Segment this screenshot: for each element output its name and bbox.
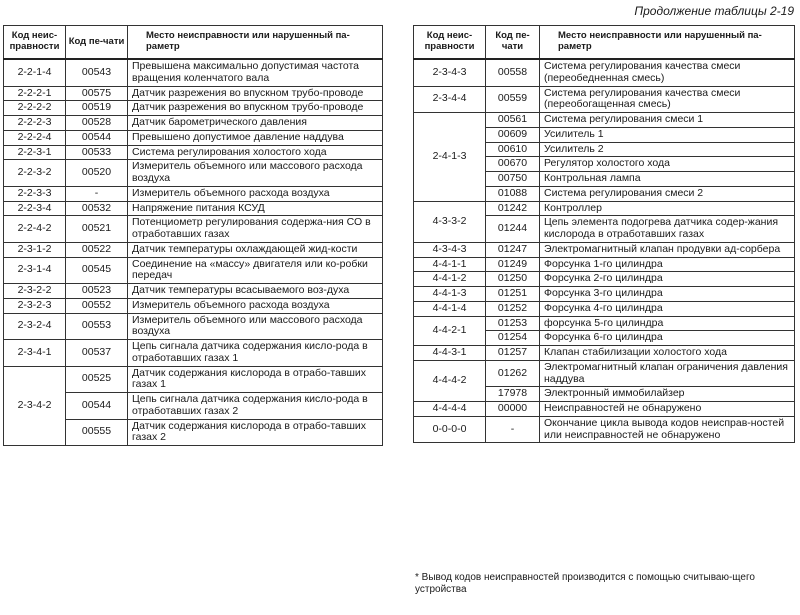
table-row — [4, 298, 383, 313]
fault-code-cell: 2-3-4-3 — [414, 59, 486, 86]
table-row — [4, 130, 383, 145]
fault-code-cell: 4-3-3-2 — [414, 201, 486, 242]
fault-code-cell: 2-2-4-2 — [4, 216, 66, 243]
table-row — [4, 116, 383, 131]
table-header-row — [414, 26, 795, 60]
print-code-cell: 01257 — [486, 346, 540, 361]
print-code-cell: 00750 — [486, 172, 540, 187]
table-row — [414, 402, 795, 417]
table-row — [414, 287, 795, 302]
description-cell: Потенциометр регулирования содержа-ния СО в отработавших газах — [128, 216, 383, 243]
table-row — [4, 340, 383, 367]
fault-code-cell: 4-4-1-4 — [414, 301, 486, 316]
fault-code-cell: 2-2-2-2 — [4, 101, 66, 116]
table-row — [4, 160, 383, 187]
table-continuation-caption: Продолжение таблицы 2-19 — [634, 4, 794, 18]
print-code-cell: 00528 — [66, 116, 128, 131]
print-code-cell: 00523 — [66, 284, 128, 299]
description-cell: Система регулирования качества смеси (переобогащенная смесь) — [540, 86, 795, 113]
description-cell: Измеритель объемного или массового расхода воздуха — [128, 313, 383, 340]
fault-code-cell: 2-2-2-1 — [4, 86, 66, 101]
print-code-cell: 01242 — [486, 201, 540, 216]
table-row — [4, 86, 383, 101]
print-code-cell: 00609 — [486, 127, 540, 142]
fault-code-cell: 4-3-4-3 — [414, 242, 486, 257]
description-cell: Система регулирования смеси 2 — [540, 186, 795, 201]
fault-code-cell: 2-2-2-4 — [4, 130, 66, 145]
table-row — [414, 242, 795, 257]
description-cell: Система регулирования качества смеси (переобедненная смесь) — [540, 59, 795, 86]
description-cell: Форсунка 1-го цилиндра — [540, 257, 795, 272]
table-row — [414, 360, 795, 387]
print-code-cell: 00532 — [66, 201, 128, 216]
print-code-cell: - — [66, 186, 128, 201]
print-code-cell: 00000 — [486, 402, 540, 417]
table-row — [414, 59, 795, 86]
print-code-cell: 01088 — [486, 186, 540, 201]
fault-code-cell: 2-4-1-3 — [414, 113, 486, 202]
description-cell: Датчик разрежения во впускном трубо-проводе — [128, 86, 383, 101]
print-code-cell: 00533 — [66, 145, 128, 160]
fault-code-cell: 4-4-3-1 — [414, 346, 486, 361]
description-cell: Цепь элемента подогрева датчика содер-жания кислорода в отработавших газах — [540, 216, 795, 243]
fault-code-cell: 2-2-3-2 — [4, 160, 66, 187]
table-row — [414, 272, 795, 287]
print-code-cell: 00544 — [66, 393, 128, 420]
fault-code-cell: 4-4-2-1 — [414, 316, 486, 346]
table-row — [4, 186, 383, 201]
table-row — [414, 86, 795, 113]
table-row — [414, 316, 795, 331]
description-cell: Усилитель 2 — [540, 142, 795, 157]
print-code-cell: 01251 — [486, 287, 540, 302]
fault-code-cell: 0-0-0-0 — [414, 416, 486, 443]
description-cell: Измеритель объемного расхода воздуха — [128, 298, 383, 313]
description-cell: Форсунка 2-го цилиндра — [540, 272, 795, 287]
print-code-cell: 00522 — [66, 242, 128, 257]
description-cell: Форсунка 4-го цилиндра — [540, 301, 795, 316]
table-row — [4, 216, 383, 243]
header-fault-code: Код неис-правности — [414, 26, 486, 60]
description-cell: Система регулирования смеси 1 — [540, 113, 795, 128]
fault-code-cell: 2-3-2-2 — [4, 284, 66, 299]
description-cell: Контроллер — [540, 201, 795, 216]
print-code-cell: 00544 — [66, 130, 128, 145]
print-code-cell: 01249 — [486, 257, 540, 272]
fault-code-cell: 2-3-4-1 — [4, 340, 66, 367]
description-cell: Датчик температуры охлаждающей жид-кости — [128, 242, 383, 257]
print-code-cell: 01250 — [486, 272, 540, 287]
description-cell: Датчик содержания кислорода в отрабо-тавших газах 1 — [128, 366, 383, 393]
table-row — [4, 145, 383, 160]
print-code-cell: 00670 — [486, 157, 540, 172]
print-code-cell: 00561 — [486, 113, 540, 128]
footnote: * Вывод кодов неисправностей производится с помощью считываю-щего устройства — [415, 572, 755, 595]
print-code-cell: 00558 — [486, 59, 540, 86]
fault-code-cell: 2-2-2-3 — [4, 116, 66, 131]
print-code-cell: 17978 — [486, 387, 540, 402]
description-cell: Превышена максимально допустимая частота вращения коленчатого вала — [128, 59, 383, 86]
fault-code-cell: 2-3-4-4 — [414, 86, 486, 113]
fault-code-cell: 4-4-1-2 — [414, 272, 486, 287]
fault-code-cell: 2-3-2-4 — [4, 313, 66, 340]
description-cell: Электронный иммобилайзер — [540, 387, 795, 402]
fault-code-cell: 2-3-1-4 — [4, 257, 66, 284]
table-row — [414, 416, 795, 443]
table-row — [4, 313, 383, 340]
print-code-cell: 00553 — [66, 313, 128, 340]
header-description: Место неисправности или нарушенный па-раметр — [128, 26, 383, 60]
print-code-cell: 01247 — [486, 242, 540, 257]
fault-code-cell: 2-2-3-1 — [4, 145, 66, 160]
description-cell: Датчик разрежения во впускном трубо-проводе — [128, 101, 383, 116]
print-code-cell: 00555 — [66, 419, 128, 446]
description-cell: форсунка 5-го цилиндра — [540, 316, 795, 331]
print-code-cell: 00552 — [66, 298, 128, 313]
fault-code-cell: 2-3-1-2 — [4, 242, 66, 257]
description-cell: Форсунка 6-го цилиндра — [540, 331, 795, 346]
print-code-cell: 00519 — [66, 101, 128, 116]
table-row — [4, 284, 383, 299]
table-row — [4, 242, 383, 257]
table-row — [4, 59, 383, 86]
print-code-cell: 00543 — [66, 59, 128, 86]
description-cell: Измеритель объемного расхода воздуха — [128, 186, 383, 201]
description-cell: Окончание цикла вывода кодов неисправ-ностей или неисправностей не обнаружено — [540, 416, 795, 443]
print-code-cell: 01244 — [486, 216, 540, 243]
print-code-cell: 00545 — [66, 257, 128, 284]
description-cell: Превышено допустимое давление наддува — [128, 130, 383, 145]
print-code-cell: 01254 — [486, 331, 540, 346]
table-row — [414, 346, 795, 361]
print-code-cell: 01253 — [486, 316, 540, 331]
description-cell: Электромагнитный клапан продувки ад-сорбера — [540, 242, 795, 257]
print-code-cell: - — [486, 416, 540, 443]
table-row — [4, 101, 383, 116]
description-cell: Электромагнитный клапан ограничения давления наддува — [540, 360, 795, 387]
fault-code-cell: 4-4-1-3 — [414, 287, 486, 302]
description-cell: Напряжение питания КСУД — [128, 201, 383, 216]
table-row — [4, 366, 383, 393]
description-cell: Усилитель 1 — [540, 127, 795, 142]
description-cell: Датчик барометрического давления — [128, 116, 383, 131]
fault-code-cell: 4-4-1-1 — [414, 257, 486, 272]
description-cell: Соединение на «массу» двигателя или ко-робки передач — [128, 257, 383, 284]
fault-code-cell: 2-3-2-3 — [4, 298, 66, 313]
print-code-cell: 00521 — [66, 216, 128, 243]
table-row — [414, 301, 795, 316]
description-cell: Цепь сигнала датчика содержания кисло-рода в отработавших газах 2 — [128, 393, 383, 420]
table-row — [414, 257, 795, 272]
header-print-code: Код пе-чати — [66, 26, 128, 60]
fault-code-cell: 2-3-4-2 — [4, 366, 66, 446]
print-code-cell: 01262 — [486, 360, 540, 387]
description-cell: Система регулирования холостого хода — [128, 145, 383, 160]
print-code-cell: 00525 — [66, 366, 128, 393]
description-cell: Неисправностей не обнаружено — [540, 402, 795, 417]
print-code-cell: 00520 — [66, 160, 128, 187]
print-code-cell: 00559 — [486, 86, 540, 113]
fault-codes-table-right — [413, 25, 795, 443]
fault-codes-table-left — [3, 25, 383, 446]
table-row — [414, 113, 795, 128]
fault-code-cell: 2-2-3-4 — [4, 201, 66, 216]
header-print-code: Код пе-чати — [486, 26, 540, 60]
description-cell: Датчик температуры всасываемого воз-духа — [128, 284, 383, 299]
description-cell: Форсунка 3-го цилиндра — [540, 287, 795, 302]
print-code-cell: 00610 — [486, 142, 540, 157]
print-code-cell: 01252 — [486, 301, 540, 316]
table-row — [414, 201, 795, 216]
table-header-row — [4, 26, 383, 60]
print-code-cell: 00537 — [66, 340, 128, 367]
fault-code-cell: 4-4-4-2 — [414, 360, 486, 401]
description-cell: Цепь сигнала датчика содержания кисло-рода в отработавших газах 1 — [128, 340, 383, 367]
description-cell: Клапан стабилизации холостого хода — [540, 346, 795, 361]
description-cell: Датчик содержания кислорода в отрабо-тавших газах 2 — [128, 419, 383, 446]
header-fault-code: Код неис-правности — [4, 26, 66, 60]
fault-code-cell: 2-2-3-3 — [4, 186, 66, 201]
print-code-cell: 00575 — [66, 86, 128, 101]
description-cell: Регулятор холостого хода — [540, 157, 795, 172]
table-row — [4, 257, 383, 284]
fault-code-cell: 4-4-4-4 — [414, 402, 486, 417]
table-row — [4, 201, 383, 216]
header-description: Место неисправности или нарушенный па-раметр — [540, 26, 795, 60]
description-cell: Контрольная лампа — [540, 172, 795, 187]
fault-code-cell: 2-2-1-4 — [4, 59, 66, 86]
description-cell: Измеритель объемного или массового расхода воздуха — [128, 160, 383, 187]
